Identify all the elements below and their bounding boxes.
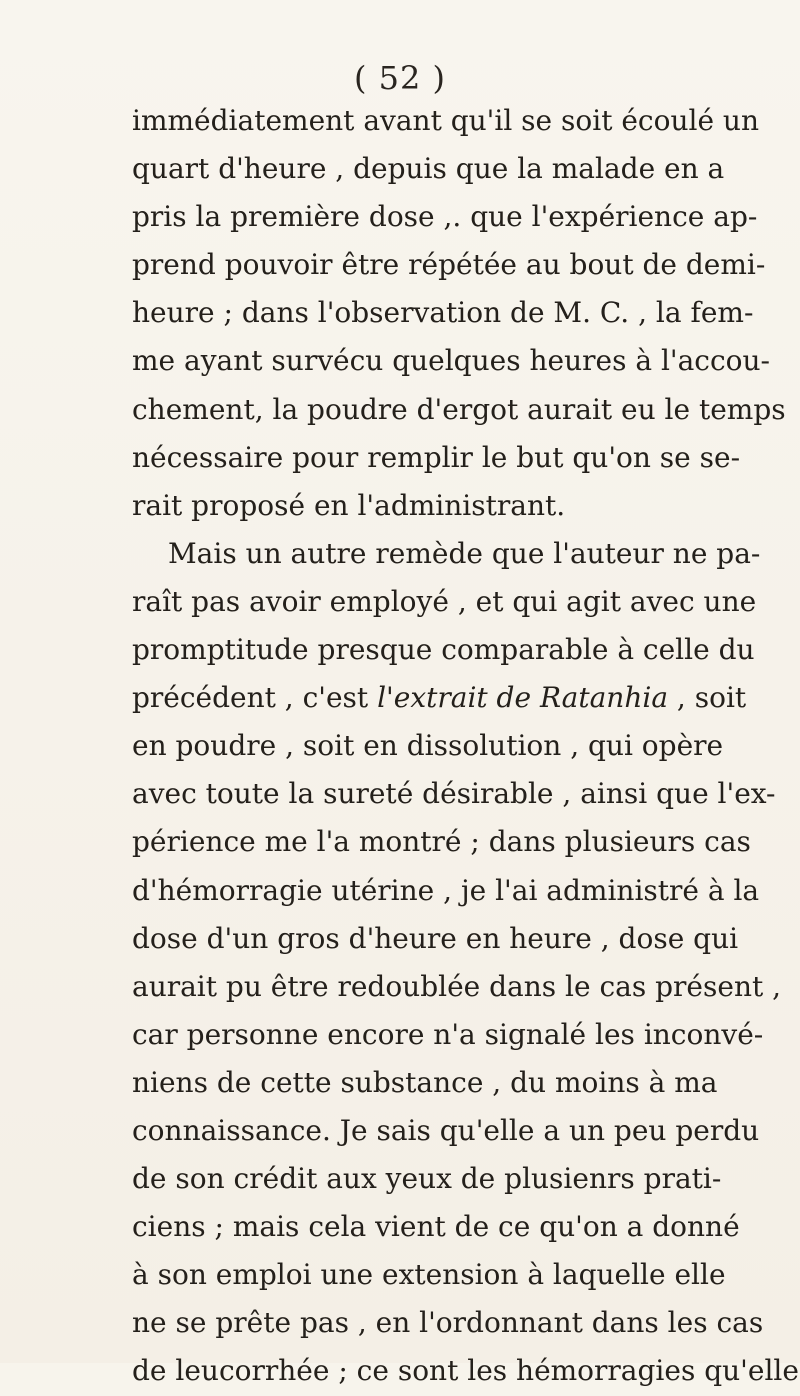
text-line: périence me l'a montré ; dans plusieurs cas bbox=[132, 825, 751, 859]
line-end: , soit bbox=[668, 681, 747, 715]
text-line: dose d'un gros d'heure en heure , dose qui bbox=[132, 921, 739, 955]
text-line: chement, la poudre d'ergot aurait eu le temps bbox=[132, 392, 786, 426]
mixed-text-line bbox=[132, 674, 747, 722]
text-line: niens de cette substance , du moins à ma bbox=[132, 1065, 718, 1099]
text-line: de son crédit aux yeux de plusienrs prati- bbox=[132, 1162, 722, 1196]
text-line: ne se prête pas , en l'ordonnant dans les cas bbox=[132, 1306, 764, 1340]
text-line: Mais un autre remède que l'auteur ne pa- bbox=[168, 536, 761, 570]
text-line: de leucorrhée ; ce sont les hémorragies qu'elle bbox=[132, 1354, 799, 1388]
text-line: ciens ; mais cela vient de ce qu'on a donné bbox=[132, 1210, 740, 1244]
text-line: pris la première dose ,. que l'expérience ap- bbox=[132, 200, 758, 234]
text-line: quart d'heure , depuis que la malade en a bbox=[132, 152, 725, 186]
text-line: rait proposé en l'administrant. bbox=[132, 488, 566, 522]
text-line: en poudre , soit en dissolution , qui opère bbox=[132, 729, 724, 763]
text-line: immédiatement avant qu'il se soit écoulé un bbox=[132, 104, 759, 137]
text-line: raît pas avoir employé , et qui agit avec une bbox=[132, 584, 757, 618]
body-text bbox=[132, 97, 799, 1396]
text-line: avec toute la sureté désirable , ainsi que l'ex- bbox=[132, 777, 776, 811]
text-line: connaissance. Je sais qu'elle a un peu perdu bbox=[132, 1113, 760, 1147]
text-line: me ayant survécu quelques heures à l'accou- bbox=[132, 344, 770, 378]
page-number: ( 52 ) bbox=[353, 59, 447, 97]
emphasized-term: l'extrait de Ratanhia bbox=[377, 681, 669, 715]
text-line: heure ; dans l'observation de M. C. , la fem- bbox=[132, 296, 754, 330]
text-line: promptitude presque comparable à celle du bbox=[132, 633, 755, 667]
text-line: d'hémorragie utérine , je l'ai administré à la bbox=[132, 873, 760, 907]
text-line: à son emploi une extension à laquelle elle bbox=[132, 1258, 726, 1292]
text-line: prend pouvoir être répétée au bout de demi- bbox=[132, 248, 766, 282]
text-line: car personne encore n'a signalé les inconvé- bbox=[132, 1017, 764, 1051]
line-start: précédent , c'est bbox=[132, 681, 378, 715]
text-line: aurait pu être redoublée dans le cas présent , bbox=[132, 969, 782, 1003]
text-line: nécessaire pour remplir le but qu'on se se- bbox=[132, 440, 741, 474]
